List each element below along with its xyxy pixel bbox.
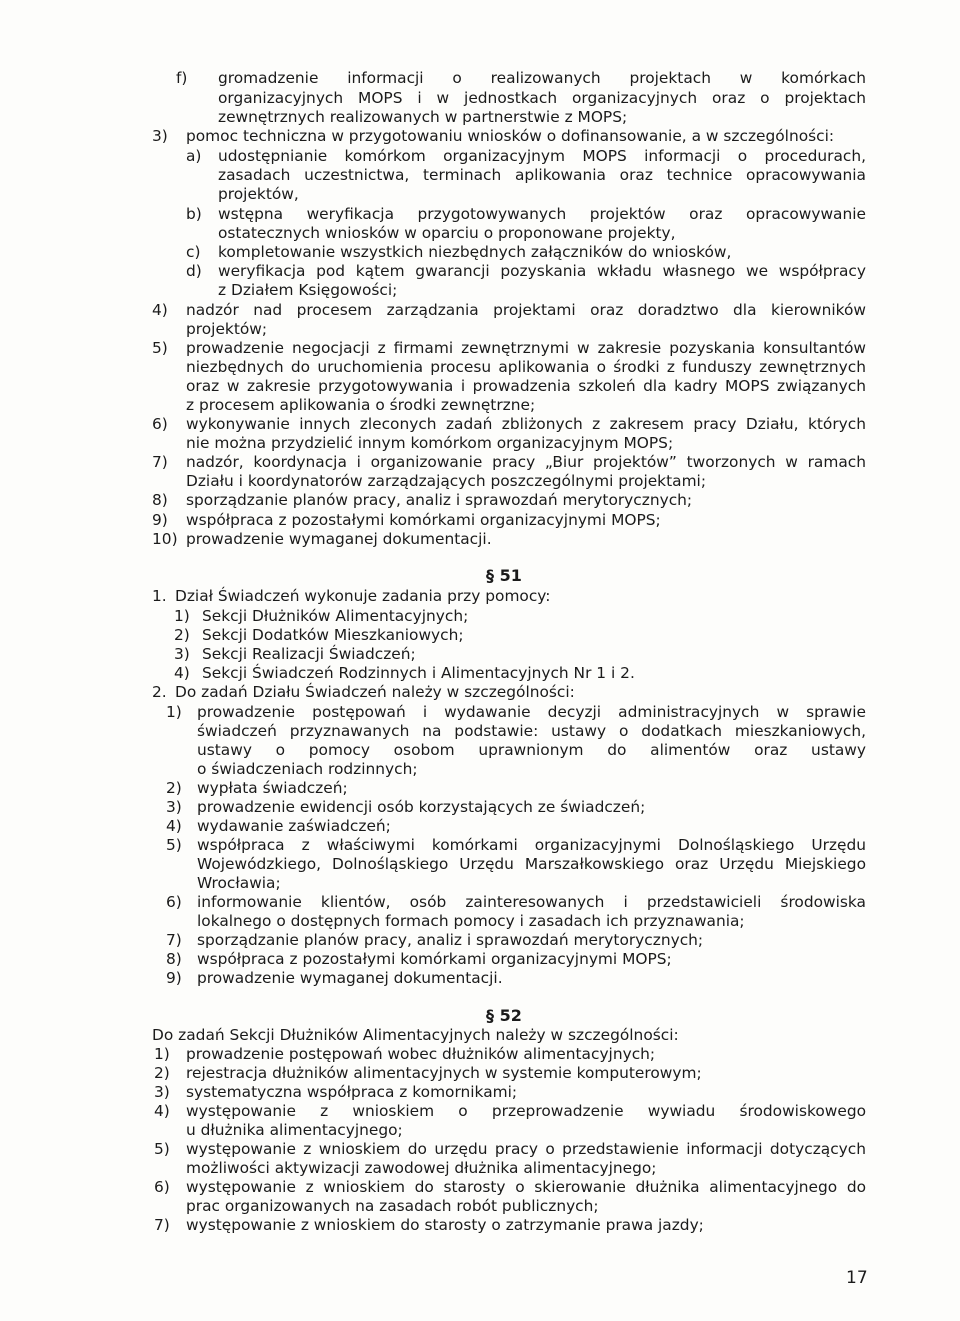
item-text-line: ustawy o pomocy osobom uprawnionym do alimentów oraz ustawy — [197, 741, 866, 759]
item-text-line: weryfikacja pod kątem gwarancji pozyskania wkładu własnego we współpracy — [218, 262, 866, 280]
item-text-line: występowanie z wnioskiem do urzędu pracy o przedstawienie informacji dotyczących — [186, 1140, 866, 1158]
item-number: 3) — [152, 127, 168, 145]
item-text-line: sporządzanie planów pracy, analiz i sprawozdań merytorycznych; — [186, 491, 693, 509]
item-text-line: wypłata świadczeń; — [197, 779, 348, 797]
item-number: 7) — [166, 931, 182, 949]
item-number: 3) — [174, 645, 190, 663]
item-number: 2) — [174, 626, 190, 644]
item-number: 9) — [166, 969, 182, 987]
item-text-line: Sekcji Świadczeń Rodzinnych i Alimentacyjnych Nr 1 i 2. — [202, 664, 635, 682]
section-heading: § 52 — [486, 1006, 522, 1025]
item-number: 5) — [152, 339, 168, 357]
item-number: 5) — [154, 1140, 170, 1158]
item-text-line: niezbędnych do uruchomienia procesu aplikowania o środki z funduszy zewnętrznych — [186, 358, 866, 376]
item-text-line: współpraca z pozostałymi komórkami organizacyjnymi MOPS; — [197, 950, 672, 968]
item-text-line: informowanie klientów, osób zainteresowanych i przedstawicieli środowiska — [197, 893, 866, 911]
item-text-line: prowadzenie postępowań wobec dłużników alimentacyjnych; — [186, 1045, 656, 1063]
item-text-line: wstępna weryfikacja przygotowywanych projektów oraz opracowywanie — [218, 205, 866, 223]
item-text-line: Wojewódzkiego, Dolnośląskiego Urzędu Marszałkowskiego oraz Urzędu Miejskiego — [197, 855, 866, 873]
item-text-line: oraz w zakresie przygotowywania i prowadzenia szkoleń dla kadry MOPS związanych — [186, 377, 866, 395]
item-text-line: występowanie z wnioskiem do starosty o zatrzymanie prawa jazdy; — [186, 1216, 704, 1234]
item-text-line: zewnętrznych realizowanych w partnerstwie z MOPS; — [218, 108, 628, 126]
item-text-line: organizacyjnych MOPS i w jednostkach organizacyjnych oraz o projektach — [218, 89, 866, 107]
paragraph-text: Dział Świadczeń wykonuje zadania przy pomocy: — [175, 587, 551, 605]
item-text-line: sporządzanie planów pracy, analiz i sprawozdań merytorycznych; — [197, 931, 704, 949]
item-text-line: udostępnianie komórkom organizacyjnym MOPS informacji o procedurach, — [218, 147, 866, 165]
item-text-line: prac organizowanych na zasadach robót publicznych; — [186, 1197, 599, 1215]
item-number: 1) — [154, 1045, 170, 1063]
item-text-line: rejestracja dłużników alimentacyjnych w systemie komputerowym; — [186, 1064, 702, 1082]
paragraph-text: Do zadań Sekcji Dłużników Alimentacyjnych należy w szczególności: — [152, 1026, 679, 1044]
item-number: 4) — [166, 817, 182, 835]
item-text-line: prowadzenie negocjacji z firmami zewnętrznymi w zakresie pozyskania konsultantów — [186, 339, 866, 357]
item-text-line: projektów; — [186, 320, 268, 338]
item-letter: f) — [176, 69, 188, 87]
item-number: 10) — [152, 530, 178, 548]
item-number: 2) — [154, 1064, 170, 1082]
item-number: 4) — [154, 1102, 170, 1120]
item-number: 3) — [166, 798, 182, 816]
paragraph-number: 1. — [152, 587, 167, 605]
item-text-line: z procesem aplikowania o środki zewnętrzne; — [186, 396, 536, 414]
paragraph-number: 2. — [152, 683, 167, 701]
item-text-line: o świadczeniach rodzinnych; — [197, 760, 418, 778]
item-number: 9) — [152, 511, 168, 529]
item-number: 1) — [174, 607, 190, 625]
page-number: 17 — [846, 1268, 868, 1288]
item-text-line: pomoc techniczna w przygotowaniu wniosków o dofinansowanie, a w szczególności: — [186, 127, 835, 145]
item-text-line: współpraca z pozostałymi komórkami organizacyjnymi MOPS; — [186, 511, 661, 529]
item-text-line: nadzór nad procesem zarządzania projektami oraz doradztwo dla kierowników — [186, 301, 866, 319]
item-letter: c) — [186, 243, 201, 261]
item-text-line: Działu i koordynatorów zarządzających poszczególnymi projektami; — [186, 472, 707, 490]
item-text-line: u dłużnika alimentacyjnego; — [186, 1121, 403, 1139]
item-number: 5) — [166, 836, 182, 854]
item-number: 6) — [166, 893, 182, 911]
item-number: 7) — [152, 453, 168, 471]
item-text-line: wykonywanie innych zleconych zadań zbliżonych z zakresem pracy Działu, których — [186, 415, 866, 433]
item-text-line: współpraca z właściwymi komórkami organizacyjnymi Dolnośląskiego Urzędu — [197, 836, 866, 854]
item-text-line: świadczeń przyznawanych na podstawie: ustawy o dodatkach mieszkaniowych, — [197, 722, 866, 740]
item-number: 8) — [152, 491, 168, 509]
item-text-line: lokalnego o dostępnych formach pomocy i zasadach ich przyznawania; — [197, 912, 745, 930]
item-text-line: kompletowanie wszystkich niezbędnych załączników do wniosków, — [218, 243, 732, 261]
item-text-line: prowadzenie postępowań i wydawanie decyzji administracyjnych w sprawie — [197, 703, 866, 721]
item-text-line: z Działem Księgowości; — [218, 281, 398, 299]
item-text-line: prowadzenie ewidencji osób korzystających ze świadczeń; — [197, 798, 646, 816]
item-text-line: prowadzenie wymaganej dokumentacji. — [186, 530, 492, 548]
item-number: 6) — [152, 415, 168, 433]
item-number: 3) — [154, 1083, 170, 1101]
item-text-line: zasadach uczestnictwa, terminach aplikowania oraz technice opracowywania — [218, 166, 866, 184]
item-letter: d) — [186, 262, 202, 280]
item-number: 1) — [166, 703, 182, 721]
item-number: 4) — [152, 301, 168, 319]
item-text-line: Sekcji Realizacji Świadczeń; — [202, 645, 416, 663]
item-text-line: występowanie z wnioskiem o przeprowadzenie wywiadu środowiskowego — [186, 1102, 866, 1120]
item-number: 4) — [174, 664, 190, 682]
item-text-line: prowadzenie wymaganej dokumentacji. — [197, 969, 503, 987]
section-heading: § 51 — [486, 566, 522, 585]
item-number: 8) — [166, 950, 182, 968]
item-number: 7) — [154, 1216, 170, 1234]
item-text-line: gromadzenie informacji o realizowanych projektach w komórkach — [218, 69, 866, 87]
item-text-line: Sekcji Dodatków Mieszkaniowych; — [202, 626, 464, 644]
item-text-line: występowanie z wnioskiem do starosty o skierowanie dłużnika alimentacyjnego do — [186, 1178, 866, 1196]
item-text-line: systematyczna współpraca z komornikami; — [186, 1083, 518, 1101]
item-text-line: Sekcji Dłużników Alimentacyjnych; — [202, 607, 469, 625]
item-text-line: możliwości aktywizacji zawodowej dłużnika alimentacyjnego; — [186, 1159, 657, 1177]
item-text-line: ostatecznych wniosków w oparciu o proponowane projekty, — [218, 224, 676, 242]
item-text-line: Wrocławia; — [197, 874, 281, 892]
item-text-line: wydawanie zaświadczeń; — [197, 817, 391, 835]
item-text-line: nie można przydzielić innym komórkom organizacyjnym MOPS; — [186, 434, 674, 452]
item-letter: b) — [186, 205, 202, 223]
item-letter: a) — [186, 147, 202, 165]
item-number: 6) — [154, 1178, 170, 1196]
item-text-line: projektów, — [218, 185, 299, 203]
paragraph-text: Do zadań Działu Świadczeń należy w szczególności: — [175, 683, 575, 701]
item-number: 2) — [166, 779, 182, 797]
item-text-line: nadzór, koordynacja i organizowanie pracy „Biur projektów” tworzonych w ramach — [186, 453, 866, 471]
